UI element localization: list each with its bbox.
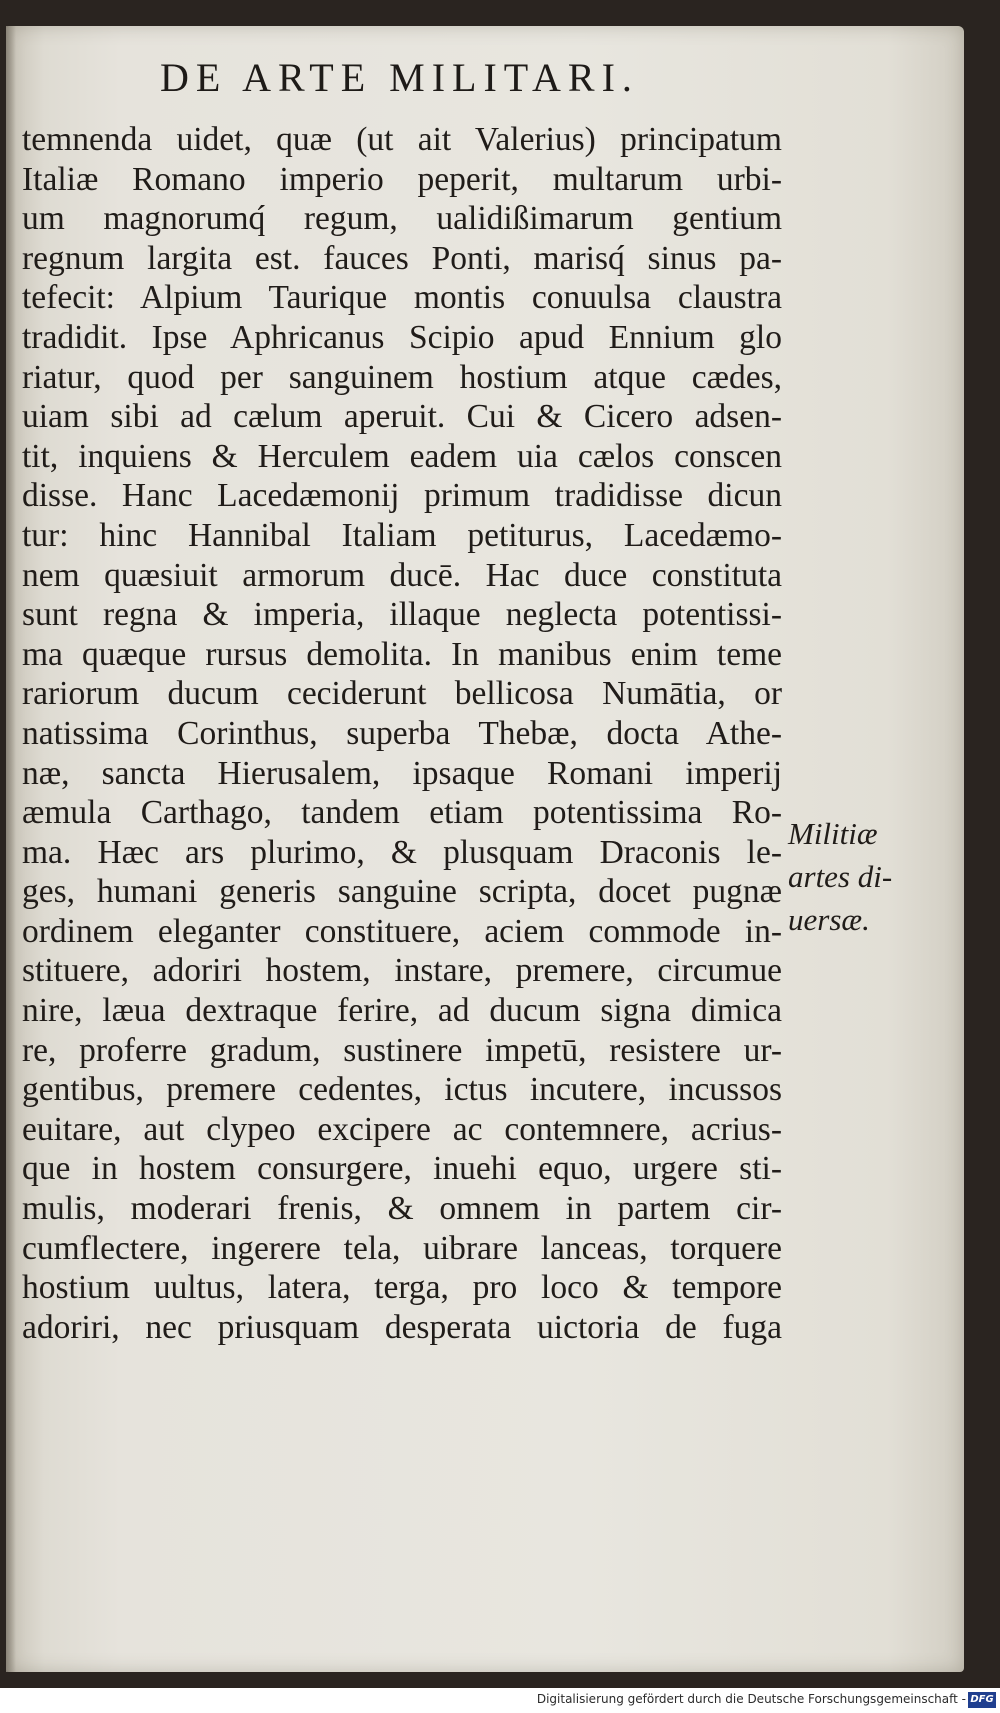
text-line: regnum largita est. fauces Ponti, marisq́ sinus pa- bbox=[22, 239, 782, 277]
margin-note-line: Militiæ bbox=[788, 816, 878, 851]
page-gutter-shadow bbox=[6, 26, 16, 1672]
text-line: rariorum ducum ceciderunt bellicosa Numātia, or bbox=[22, 675, 782, 713]
text-line: nire, læua dextraque ferire, ad ducum signa dimica bbox=[22, 992, 782, 1030]
text-line: ordinem eleganter constituere, aciem commode in- bbox=[22, 912, 782, 950]
text-line: tur: hinc Hannibal Italiam petiturus, Lacedæmo- bbox=[22, 516, 782, 554]
text-line: uiam sibi ad cælum aperuit. Cui & Cicero adsen- bbox=[22, 398, 782, 436]
text-line: stituere, adoriri hostem, instare, premere, circumue bbox=[22, 952, 782, 990]
text-line: ges, humani generis sanguine scripta, docet pugnæ bbox=[22, 873, 782, 911]
running-title: DE ARTE MILITARI. bbox=[160, 55, 639, 100]
text-line: um magnorumq́ regum, ualidißimarum gentium bbox=[22, 200, 782, 238]
text-line: natissima Corinthus, superba Thebæ, docta Athe- bbox=[22, 714, 782, 752]
text-line: ma. Hæc ars plurimo, & plusquam Draconis le- bbox=[22, 833, 782, 871]
text-line: cumflectere, ingerere tela, uibrare lanceas, torquere bbox=[22, 1229, 782, 1267]
main-text-block bbox=[22, 120, 782, 1347]
text-line: næ, sancta Hierusalem, ipsaque Romani imperij bbox=[22, 754, 782, 792]
text-line: Italiæ Romano imperio peperit, multarum urbi- bbox=[22, 160, 782, 198]
text-line: temnenda uidet, quæ (ut ait Valerius) principatum bbox=[22, 121, 782, 158]
dfg-logo: DFG bbox=[968, 1692, 996, 1708]
text-line: tefecit: Alpium Taurique montis conuulsa claustra bbox=[22, 279, 782, 317]
funding-credit: Digitalisierung gefördert durch die Deutsche Forschungsgemeinschaft - bbox=[536, 1692, 966, 1706]
text-line: adoriri, nec priusquam desperata uictoria de fuga bbox=[22, 1308, 782, 1346]
margin-note-line: uersæ. bbox=[788, 902, 870, 937]
text-line: tit, inquiens & Herculem eadem uia cælos conscen bbox=[22, 437, 782, 475]
text-line: riatur, quod per sanguinem hostium atque cædes, bbox=[22, 358, 782, 396]
text-line: re, proferre gradum, sustinere impetū, resistere ur- bbox=[22, 1031, 782, 1069]
text-line: æmula Carthago, tandem etiam potentissima Ro- bbox=[22, 794, 782, 832]
text-line: euitare, aut clypeo excipere ac contemnere, acrius- bbox=[22, 1110, 782, 1148]
margin-note bbox=[788, 812, 892, 941]
text-line: mulis, moderari frenis, & omnem in partem cir- bbox=[22, 1190, 782, 1228]
text-line: gentibus, premere cedentes, ictus incutere, incussos bbox=[22, 1071, 782, 1109]
margin-note-line: artes di- bbox=[788, 859, 893, 894]
text-line: tradidit. Ipse Aphricanus Scipio apud Ennium glo bbox=[22, 318, 782, 356]
text-line: nem quæsiuit armorum ducē. Hac duce constituta bbox=[22, 556, 782, 594]
text-line: disse. Hanc Lacedæmonij primum tradidisse dicun bbox=[22, 477, 782, 515]
text-line: hostium uultus, latera, terga, pro loco & tempore bbox=[22, 1269, 782, 1307]
text-line: que in hostem consurgere, inuehi equo, urgere sti- bbox=[22, 1150, 782, 1188]
text-line: ma quæque rursus demolita. In manibus enim teme bbox=[22, 635, 782, 673]
text-line: sunt regna & imperia, illaque neglecta potentissi- bbox=[22, 596, 782, 634]
